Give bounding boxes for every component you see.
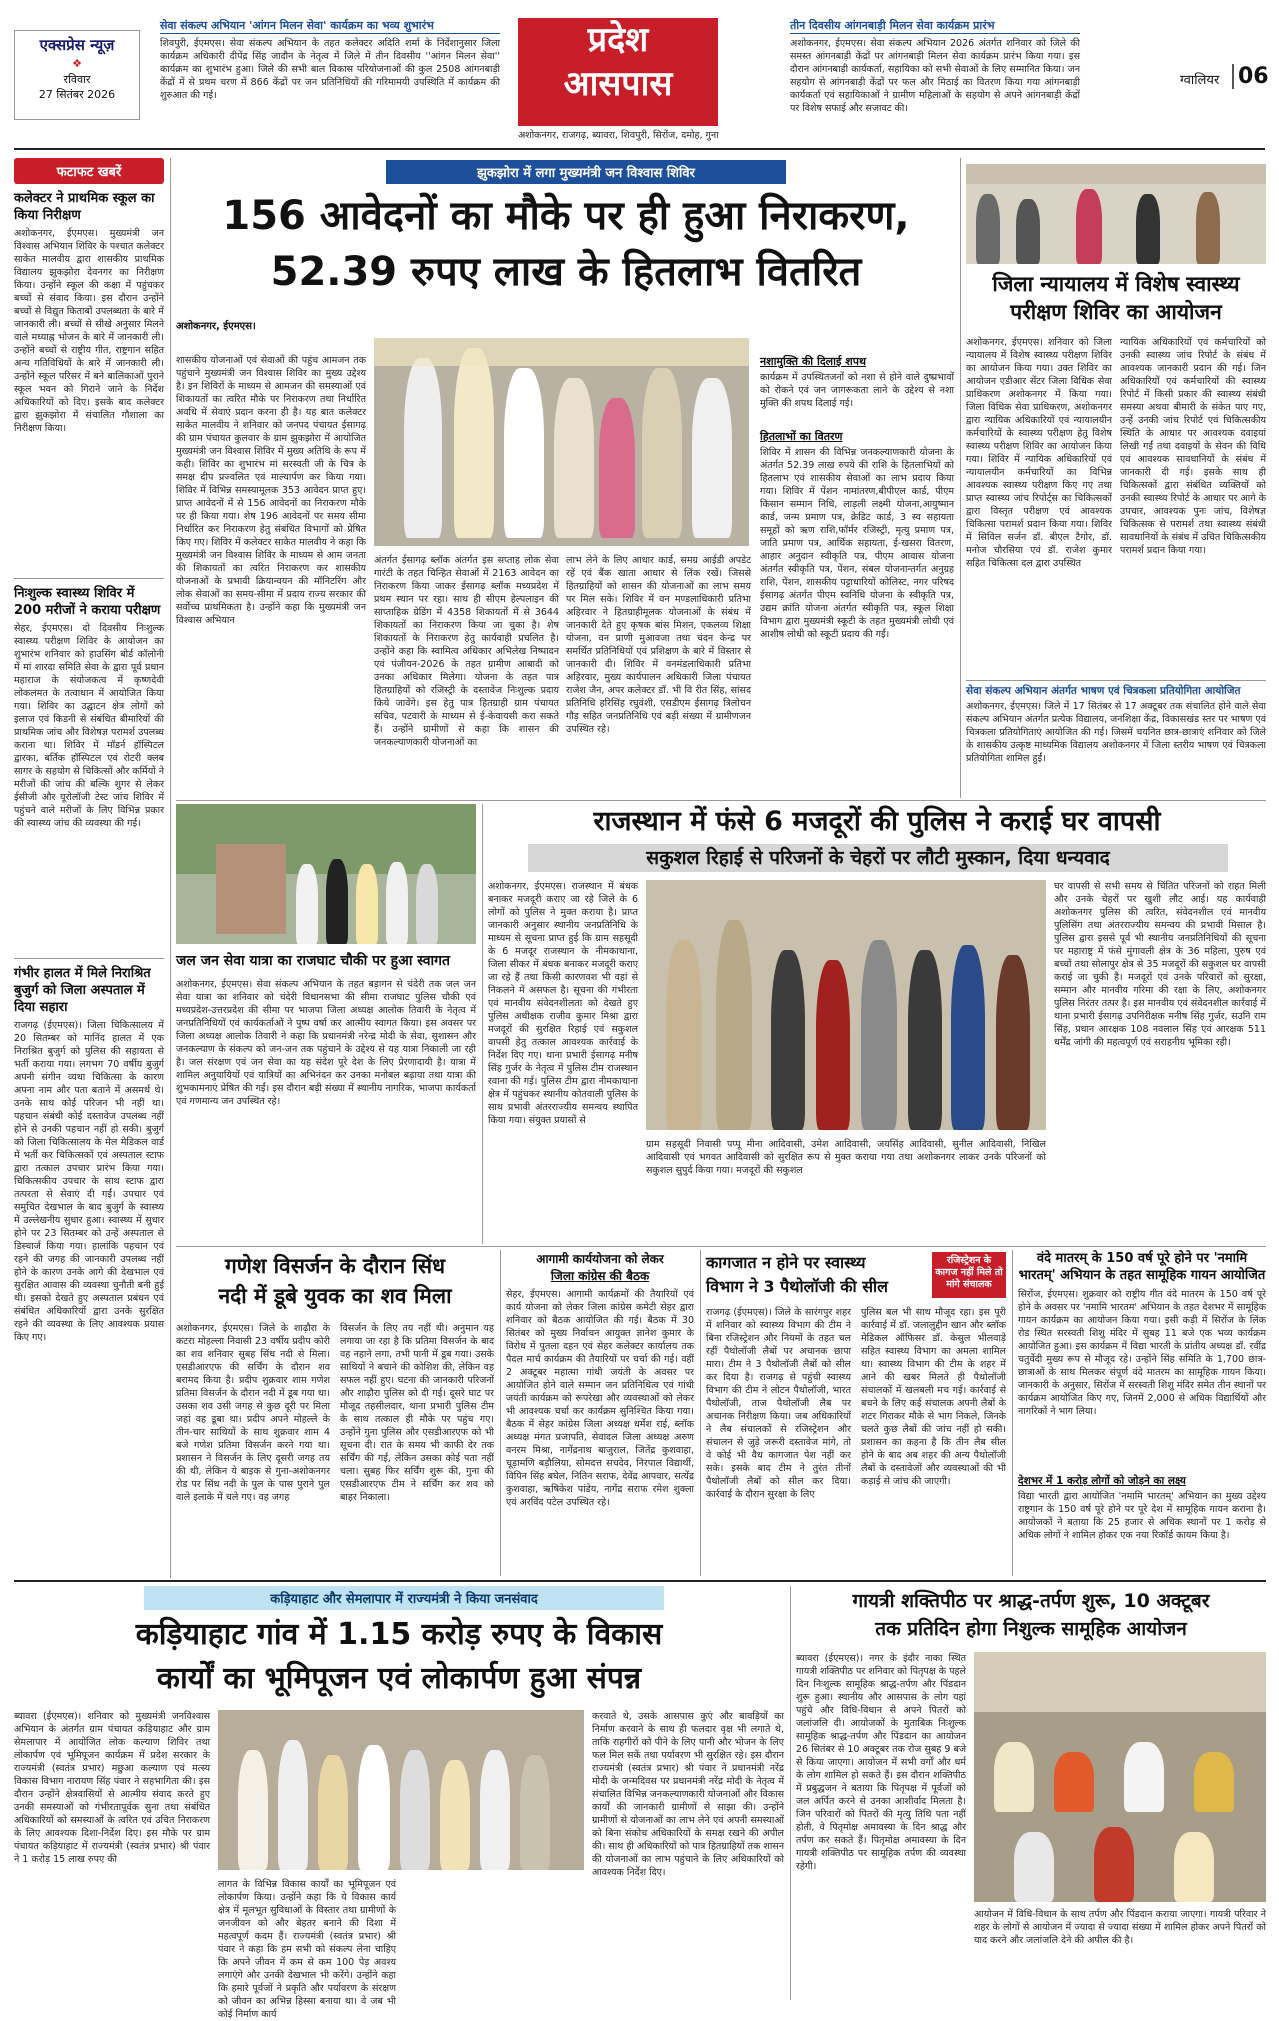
- gayatri-col1: ब्यावरा (ईएमएस)। नगर के इंदौर नाका स्थित गायत्री शक्तिपीठ पर शनिवार को पितृपक्ष के पहले दिन निःशुल्क सामूहिक श्राद्ध-तर्पण और पिंडदान शुरू हुआ। स्थानीय और आसपास के लोग यहां पहुंचे और विधि-विधान से अपने पितरों को जलांजलि दी। आयोजकों के मुताबिक निःशुल्क सामूहिक श्राद्ध-तर्पण और पिंडदान का आयोजन 26 सितंबर से 10 अक्टूबर तक रोज सुबह 9 बजे से किया जाएगा। आयोजन में सभी वर्गों और धर्म के लोग शामिल हो सकते हैं। इस दौरान शक्तिपीठ में प्रबुद्धजन ने बताया कि पितृपक्ष में पूर्वजों को जल अर्पित करने से उनका आशीर्वाद मिलता है। जिन परिवारों को पितरों की मृत्यु तिथि पता नहीं होती, वे पितृमोक्ष अमावस्या के दिन श्राद्ध और तर्पण कर सकते हैं। पितृमोक्ष अमावस्या के दिन गायत्री शक्तिपीठ पर सामूहिक तर्पण की व्यवस्था रहेगी।: [796, 1653, 966, 1872]
- ganesh-story: [176, 1250, 494, 1576]
- rajasthan-story: [488, 804, 1266, 1244]
- health-camp-col2: न्यायिक अधिकारियों एवं कर्मचारियों को उनकी स्वास्थ्य जांच रिपोर्ट के संबंध में आवश्यक जानकारी प्रदान की गई। जिन अधिकारियों एवं कर्मचारियों की स्वास्थ्य रिपोर्ट में किसी प्रकार की स्वास्थ्य संबंधी समस्या अथवा बीमारी के संकेत पाए गए, उन्हें उनकी जांच रिपोर्ट एवं चिकित्सकीय स्थिति के आधार पर आवश्यक दवाइयां लिखी गईं तथा दवाइयों के सेवन की विधि एवं आवश्यक सावधानियों के संबंध में जानकारी दी गई। इसके साथ ही चिकित्सकों द्वारा संबंधित व्यक्तियों को उनकी स्वास्थ्य रिपोर्ट के आधार पर आगे के उपचार, आवश्यक पुनः जांच, विशेषज्ञ चिकित्सक से परामर्श तथा स्वास्थ्य संबंधी सावधानियों के संबंध में उचित चिकित्सकीय परामर्श प्रदान किया गया।: [1120, 337, 1266, 556]
- kadiyahat-headline-line1: कड़ियाहाट गांव में 1.15 करोड़ रुपए के विकास: [135, 1617, 663, 1652]
- fatafat-divider1: [14, 578, 164, 579]
- welcome-story: [176, 804, 476, 1244]
- fatafat-column: [14, 158, 164, 1578]
- fatafat-label: फटाफट खबरें: [14, 158, 164, 184]
- rajasthan-photo: [646, 880, 1046, 1130]
- essay-contest-text: अशोकनगर, ईएमएस। जिले में 17 सितंबर से 17 अक्टूबर तक संचालित होने वाले सेवा संकल्प अभियान अंतर्गत प्रत्येक विद्यालय, जनशिक्षा केंद्र, विकासखंड स्तर पर भाषण एवं चित्रकला प्रतियोगिताएं आयोजित की गई। जिसमें चयनित छात्र-छात्राएं शनिवार को जिले के शासकीय उत्कृष्ट माध्यमिक विद्यालय अशोकनगर में जिला स्तरीय भाषण एवं चित्रकला प्रतियोगिता शामिल हुईं।: [966, 701, 1266, 764]
- top-right-story: [790, 18, 1080, 128]
- lower-horizontal-rule: [176, 1246, 1266, 1247]
- mid-horizontal-rule: [176, 800, 1266, 801]
- lead-col2: अंतर्गत ईसागढ़ ब्लॉक अंतर्गत इस सप्ताह लोक सेवा गारंटी के तहत चिन्हित सेवाओं में 2163 आवेदन का निराकरण किया जाकर ईसागढ़ ब्लॉक मध्यप्रदेश में प्रथम स्थान पर रहा। साथ ही सीएम हेल्पलाइन की साप्ताहिक ग्रेडिंग में 4358 शिकायतों में से 3644 शिकायतों का निराकरण किया जा चुका है। शेष शिकायतों के निराकरण हेतु कार्यवाही प्रचलित है। उन्होंने कहा कि स्वामित्व अधिकार अभिलेख निष्पादन एवं पंजीयन-2026 के तहत ग्रामीण आबादी को उनका अधिकार मिलेगा। योजना के तहत पात्र हितग्राहियों को रजिस्ट्री के दस्तावेज निःशुल्क प्रदाय किये जावेंगे। इस हेतु पात्र हितग्राही ग्राम पंचायत सचिव, पटवारी के माध्यम से ई-केवायसी करा सकते हैं। उन्होंने ग्रामीणों से कहा कि शासन की जनकल्याणकारी योजनाओं का: [374, 555, 559, 748]
- bottom-horizontal-rule: [14, 1580, 1266, 1582]
- health-camp-story: [966, 158, 1266, 798]
- top-left-title: सेवा संकल्प अभियान 'आंगन मिलन सेवा' कार्यक्रम का भव्य शुभारंभ: [160, 18, 500, 34]
- congress-right-rule: [700, 1250, 701, 1576]
- health-camp-divider: [966, 680, 1266, 681]
- fatafat-divider2: [14, 958, 164, 959]
- health-camp-title-line1: जिला न्यायालय में विशेष स्वास्थ्य: [992, 272, 1240, 296]
- fatafat-story1-title: कलेक्टर ने प्राथमिक स्कूल का किया निरीक्षण: [14, 191, 155, 223]
- ornament-icon: ❖: [72, 57, 82, 70]
- lead-sub1-title: नशामुक्ति की दिलाई शपथ: [760, 355, 866, 368]
- lead-col1: शासकीय योजनाओं एवं सेवाओं की पहुंच आमजन तक पहुंचाने मुख्यमंत्री जन विश्वास शिविर का मुख्य उद्देश्य है। इन शिविरों के माध्यम से आमजन की समस्याओं एवं शिकायतों का त्वरित मौके पर निराकरण तथा निर्धारित अवधि में सेवाएं प्रदान करना ही है। यह बात कलेक्टर साकेत मालवीय ने शनिवार को जनपद पंचायत ईसागढ़ की ग्राम पंचायत कुलवार के ग्राम झुकझोरा में आयोजित मुख्यमंत्री जन विश्वास शिविर में मुख्य अतिथि के रूप में कही। शिविर का शुभारंभ मां सरस्वती जी के चित्र के समक्ष दीप प्रज्वलित एवं माल्यार्पण कर किया गया। शिविर में विभिन्न समस्यामूलक 353 आवेदन प्राप्त हुए। प्राप्त आवेदनों में से 156 आवेदनों का निराकरण मौके पर ही किया गया। शेष 196 आवेदनों पर समय सीमा निर्धारित कर निराकरण हेतु संबंधित विभागों को प्रेषित किए गए। शिविर में कलेक्टर साकेत मालवीय ने कहा कि मुख्यमंत्री जन विश्वास शिविर के माध्यम से आम जनता की शिकायतों का त्वरित निराकरण कर शासकीय योजनाओं के प्रभावी क्रियान्वयन की मॉनिटरिंग और लोक सेवाओं का समय-सीमा में प्रदाय राज्य सरकार की सर्वोच्च प्राथमिकता है। उन्होंने कहा कि मुख्यमंत्री जन विश्वास अभियान: [176, 355, 366, 626]
- kadiyahat-col3: करवाते थे, उसके आसपास कुएं और बावड़ियों का निर्माण करवाने के साथ ही फलदार वृक्ष भी लगाते थे, ताकि राहगीरों को पीने के लिए पानी और भोजन के लिए फल मिल सकें तथा पर्यावरण भी सुरक्षित रहे। इस दौरान राज्यमंत्री (स्वतंत्र प्रभार) श्री पंवार ने प्रधानमंत्री नरेंद्र मोदी के जन्मदिवस पर प्रधानमंत्री नरेंद्र मोदी के नेतृत्व में संचालित विभिन्न जनकल्याणकारी योजनाओं और विकास कार्यों की जानकारी ग्रामीणों से साझा की। उन्होंने ग्रामीणों से योजनाओं का लाभ लेने एवं अपनी समस्याओं को बिना संकोच अधिकारियों के समक्ष रखने की अपील की। साथ ही अधिकारियों को पात्र हितग्राहियों तक शासन की योजनाओं का लाभ पहुंचाने के लिए अधिकारियों को आवश्यक निर्देश दिए।: [592, 1711, 785, 1878]
- gayatri-photo: [974, 1652, 1266, 1902]
- section-subtitle: अशोकनगर, राजगढ़, ब्यावरा, शिवपुरी, सिरोंज, दमोह, गुना: [518, 130, 719, 141]
- ganesh-right-rule: [500, 1250, 501, 1576]
- fatafat-story2-text: सेहर, ईएमएस। दो दिवसीय निःशुल्क स्वास्थ्य परीक्षण शिविर के आयोजन का शुभारंभ शनिवार को हाउसिंग बोर्ड कॉलोनी में मां शारदा समिति सेवा के द्वारा पूर्व प्रधान महाराज के संयोजकत्व में कृष्णदेवी लोकलमत के तत्वाधान में आयोजित किया गया। शिविर का उद्घाटन क्षेत्र लोगों को इलाज एवं किडनी से संबंधित बीमारियों की प्राथमिक जांच और विशेषज्ञ परामर्श उपलब्ध कराना था। शिविर में मॉडर्न हॉस्पिटल द्वारका, बर्तिक हॉस्पिटल एवं रोटरी क्लब सागर के सहयोग से चिकित्सों और कर्मियों ने मरीजों की जांच की बल्कि शुगर से लेकर ईसीजी और यूरोलॉजी टेस्ट जांच शिविर में पहुंचने वाले मरीजों के लिए विभिन्न प्रकार की स्वास्थ्य जांच की व्यवस्था की गई।: [14, 623, 164, 829]
- pathology-box: रजिस्ट्रेशन के कागज नहीं मिले तो मांगे संचालक: [932, 1252, 1006, 1298]
- ganesh-col1: अशोकनगर, ईएमएस। जिले के शाढ़ौरा के कटरा मोहल्ला निवासी 23 वर्षीय प्रदीप कोरी का शव शनिवार सुबह सिंध नदी से मिला। एसडीआरएफ की सर्चिंग के दौरान शव बरामद किया है। प्रदीप शुक्रवार शाम गणेश प्रतिमा विसर्जन के दौरान नदी में डूब गया था। उसका शव उसी जगह से कुछ दूरी पर मिला जहां वह डूबा था। प्रदीप अपने मोहल्ले के तीन-चार साथियों के साथ शुक्रवार शाम 4 बजे गणेश प्रतिमा विसर्जन करने गया था। प्रशासन ने विसर्जन के लिए दूसरी जगह तय की थी, लेकिन ये बाइक से गुना-अशोकनगर रोड पर सिंध नदी के पुल के पास पुराने पुल वाले इलाके में चले गए। वह जगह: [176, 1323, 330, 1503]
- paper-name-box: [14, 30, 140, 120]
- masthead-divider: [14, 148, 1265, 150]
- rajasthan-col2: घर वापसी से सभी समय से चिंतित परिजनों को राहत मिली और उनके चेहरों पर खुशी लौट आई। यह कार्यवाही अशोकनगर पुलिस की त्वरित, संवेदनशील एवं मानवीय पुलिसिंग तथा अंतरराज्यीय समन्वय की प्रभावी मिसाल है। पुलिस द्वारा इससे पूर्व भी स्थानीय जनप्रतिनिधियों की सूचना पर महाराष्ट्र में फंसे मुंगावली क्षेत्र के 36 महिला, पुरुष एवं बच्चों तथा सोलापुर क्षेत्र से 35 मजदूरों की सकुशल घर वापसी कराई जा चुकी है। मजदूरों एवं उनके परिवारों को सुरक्षा, सम्मान और मानवीय गरिमा की रक्षा के लिए, अशोकनगर पुलिस निरंतर तत्पर है। इस मानवीय एवं संवेदनशील कार्रवाई में थाना प्रभारी ईसागढ़ उपनिरीक्षक मनीष सिंह गुर्जर, सउनि राम सिंह, प्रधान आरक्षक 108 नवलाल सिंह एवं आरक्षक 511 धर्मेंद्र जांगी की महत्वपूर्ण एवं सराहनीय भूमिका रही।: [1054, 881, 1266, 1048]
- pathology-title-line1: कागजात न होने पर स्वास्थ्य: [706, 1253, 866, 1272]
- lead-sub1-text: कार्यक्रम में उपस्थितजनों को नशा से होने वाले दुष्प्रभावों को रोकने एवं जन जागरूकता लाने के उद्देश्य से नशा मुक्ति की शपथ दिलाई गई।: [760, 372, 954, 409]
- lead-sub2-title: हितलाभों का वितरण: [760, 430, 843, 443]
- lead-dateline: अशोकनगर, ईएमएस।: [176, 321, 256, 332]
- top-left-story: [160, 18, 500, 128]
- fatafat-story2-title: निःशुल्क स्वास्थ्य शिविर में 200 मरीजों ने कराया परीक्षण: [14, 586, 161, 618]
- kadiyahat-col1: ब्यावरा (ईएमएस)। शनिवार को मुख्यमंत्री जनविश्वास अभियान के अंतर्गत ग्राम पंचायत कड़ियाहाट और ग्राम सेमलापार में आयोजित लोक कल्याण शिविर तथा लोकार्पण एवं भूमिपूजन कार्यक्रम में प्रदेश सरकार के राज्यमंत्री (स्वतंत्र प्रभार) मछुआ कल्याण एवं मत्स्य विकास विभाग नारायण सिंह पंवार ने सहभागिता की। इस दौरान उन्होंने क्षेत्रवासियों से आत्मीय संवाद करते हुए उनकी समस्याओं को गंभीरतापूर्वक सुना तथा संबंधित अधिकारियों को समस्याओं के त्वरित एवं उचित निराकरण के लिए आवश्यक दिशा-निर्देश दिए। इस मौके पर ग्राम पंचायत कड़ियाहाट में राज्यमंत्री (स्वतंत्र प्रभार) श्री पंवार ने 1 करोड़ 15 लाख रुपए की: [14, 1711, 210, 1865]
- lead-sidebar: [760, 354, 954, 786]
- welcome-caption: जल जन सेवा यात्रा का राजघाट चौकी पर हुआ स्वागत: [176, 953, 450, 969]
- lead-headline-line1: 156 आवेदनों का मौके पर ही हुआ निराकरण,: [222, 193, 910, 239]
- fatafat-story1-text: अशोकनगर, ईएमएस। मुख्यमंत्री जन विश्वास अभियान शिविर के पश्चात कलेक्टर साकेत मालवीय द्वारा शासकीय प्राथमिक विद्यालय झुकझोरा देवनगर का निरीक्षण किया। उन्होंने स्कूल की कक्षा में पहुंचकर बच्चों से संवाद किया। इस दौरान उन्होंने बच्चों से विद्युत किताबों उपलब्धता के बारे में जानकारी ली। बच्चों से सीखे अनुसार मिलने वाले मध्याह्न भोजन के बारे में जानकारी ली। उन्होंने बच्चों से राष्ट्रीय गीत, राष्ट्रगान सहित अन्य गतिविधियों के बारे में जानकारी ली। उन्होंने स्कूल परिसर में बने बालिकाओं पुराने स्कूल भवन को गिराने जाने के निर्देश अधिकारियों को दिए। इसके बाद कलेक्टर द्वारा झुकझोरा में संचालित गौशाला का निरीक्षण किया।: [14, 228, 164, 434]
- essay-contest-title: सेवा संकल्प अभियान अंतर्गत भाषण एवं चित्रकला प्रतियोगिता आयोजित: [966, 685, 1241, 697]
- lead-col3: लाभ लेने के लिए आधार कार्ड, समग्र आईडी अपडेट रहें एवं बैंक खाता आधार से लिंक रखें। जिससे हितग्राहियों को शासन की योजनाओं का लाभ समय पर मिल सके। शिविर में वन मण्डलाधिकारी प्रतिभा अहिरवार ने हितग्राहीमूलक योजनाओं के संबंध में जानकारी देते हुए कृषक बांस मिशन, एकलव्य शिक्षा योजना, वन प्राणी मुआवजा तथा चंदन केन्द्र पर समर्थित प्रतिनिधियों एवं प्रशिक्षण के बारे में विस्तार से जानकारी दी। शिविर में वनमंडलाधिकारी प्रतिभा अहिरवार, मुख्य कार्यपालन अधिकारी जिला पंचायत राजेश जैन, अपर कलेक्टर डॉ. भी वि रीत सिंह, सांसद प्रतिनिधि हरिसिंह रघुवंशी, एसडीएम ईसागढ़ त्रिलोचन गौड़ सहित जनप्रतिनिधि एवं बड़ी संख्या में ग्रामीणजन उपस्थित रहे।: [566, 555, 751, 735]
- kadiyahat-kicker: कड़ियाहाट और सेमलापार में राज्यमंत्री ने किया जनसंवाद: [144, 1586, 664, 1610]
- health-camp-col1: अशोकनगर, ईएमएस। शनिवार को जिला न्यायालय में विशेष स्वास्थ्य परीक्षण शिविर का आयोजन किया गया। उक्त शिविर का आयोजन एडीआर सेंटर जिला विधिक सेवा प्राधिकरण अशोकनगर में किया गया। जिला विधिक सेवा प्राधिकरण, अशोकनगर द्वारा न्यायिक अधिकारियों एवं न्यायालयीन कर्मचारियों के स्वास्थ्य परीक्षण हेतु विशेष स्वास्थ्य परीक्षण शिविर का आयोजन किया गया। शिविर में न्यायिक अधिकारियों एवं न्यायालयीन कर्मचारियों का विभिन्न आवश्यक स्वास्थ्य परीक्षण किए गए तथा प्राप्त स्वास्थ्य जांच रिपोर्ट्स का चिकित्सकों द्वारा विस्तृत परीक्षण एवं आवश्यक चिकित्सा परामर्श प्रदान किया गया। शिविर में सिविल सर्जन डॉ. बीएल टैगोर, डॉ. मनोज चौरसिया एवं डॉ. राजेश कुमार सहित चिकित्सा दल द्वारा उपस्थित: [966, 337, 1112, 569]
- ganesh-title-line2: नदी में डूबे युवक का शव मिला: [218, 1284, 452, 1308]
- lead-sub2-text: शिविर में शासन की विभिन्न जनकल्याणकारी योजना के अंतर्गत 52.39 लाख रुपये की राशि के हितलाभियों को हितलाभ एवं शासकीय सेवाओं का लाभ प्रदाय किया गया। शिविर में पेंशन नामांतरण,बीपीएल कार्ड, पीएम किसान सम्मान निधि, लाड़ली लक्ष्मी योजना,आयुष्मान कार्ड, जन्म प्रमाण पत्र, क्रेडिट कार्ड, 3 स्व सहायता समूहों को ऋण राशि,फॉर्मर रजिस्ट्री, मृत्यु प्रमाण पत्र, जाति प्रमाण पत्र, आर्थिक सहायता, ई-खसरा वितरण, आहार अनुदान स्वीकृति पत्र, पीएम आवास योजना अंतर्गत स्वीकृति पत्र, पेंशन, संबल योजनान्तर्गत अनुग्रह राशि, पेंशन, शासकीय पट्टाधारियों कोलिस्ट, नगर परिषद ईसागढ़ अंतर्गत पीएम स्वनिधि योजना के स्वीकृति पत्र, उद्यम क्रांति योजना अंतर्गत स्वीकृति पत्र, स्कूल शिक्षा विभाग द्वारा मुख्यमंत्री स्कूटी के तहत मुख्यमंत्री लोधी एवं आशीष लोधी को स्कूटी प्रदाय की गईं।: [760, 447, 954, 640]
- day-label: रविवार: [63, 73, 91, 86]
- congress-title-line1: आगामी कार्ययोजना को लेकर: [536, 1252, 664, 1266]
- top-right-text: अशोकनगर, ईएमएस। सेवा संकल्प अभियान 2026 अंतर्गत शनिवार को जिले की समस्त आंगनबाड़ी केंद्रों पर आंगनबाड़ी मिलन सेवा कार्यक्रम प्रारंभ किया गया। इस दौरान आंगनबाड़ी कार्यकर्ता, सहायिका को सभी सेवाओं के लिए सम्मानित किया। जन सहयोग से आंगनबाड़ी केंद्रों पर फल और मिठाई का वितरण किया गया आंगनबाड़ी कार्यकर्ता एवं सहायिकाओं ने ग्रामीण महिलाओं के सहयोग से अपने आंगनबाड़ी केंद्रों पर विशेष सफाई और सजावट की।: [790, 38, 1080, 114]
- welcome-right-rule: [482, 804, 483, 1244]
- congress-story: [506, 1250, 694, 1576]
- congress-text: सेहर, ईएमएस। आगामी कार्यक्रमों की तैयारियों एवं कार्य योजना को लेकर जिला कांग्रेस कमेटी सेहर द्वारा शनिवार को बैठक आयोजित की गई। बैठक में 30 सितंबर को मुख्य निर्वाचन आयुक्त ज्ञानेश कुमार के विरोध में पुतला दहन एवं सेहर कलेक्टर कार्यालय तक पैदल मार्च कार्यक्रम की तैयारियों पर चर्चा की गई। वहीं 2 अक्टूबर महात्मा गांधी जयंती के अवसर पर आयोजित होने वाले सम्मान जन प्रतिनिधित्व एवं गांधी जयंती कार्यक्रम को रूपरेखा और व्यवस्थाओं को लेकर भी आवश्यक चर्चा कर कार्यक्रम सुनिश्चित किया गया। बैठक में सेहर कांग्रेस जिला अध्यक्ष धर्मेश राई, ब्लॉक अध्यक्ष मंगत प्रजापति, सेवादल जिला अध्यक्ष अरुण वनरम मिश्रा, नागेंद्रनाथ बाजुराल, जितेंद्र कुशवाहा, चूड़ामणि बड़ौलिया, सोमदत्त सचदेव, निरपाल विद्यार्थी, विपिन सिंह बघेल, नितिन सराफ, देवेंद्र आपवार, सत्येंद्र कुशवाहा, ऋषिकेश पांडेय, नागेंद्र सराफ रमेश शुक्ला एवं अरविंद पटेल उपस्थित रहे।: [506, 1289, 694, 1508]
- fatafat-story3-title: गंभीर हालत में मिले निराश्रित बुजुर्ग को जिला अस्पताल में दिया सहारा: [14, 966, 151, 1015]
- vande-text: सिरोंज, ईएमएस। शुक्रवार को राष्ट्रीय गीत वंदे मातरम के 150 वर्ष पूरे होने के अवसर पर 'नमामि भारतम' अभियान के तहत देशभर में सामूहिक गायन कार्यक्रम का आयोजन किया गया। इसी कड़ी में सिरोंज के लिंक रोड स्थित सरस्वती शिशु मंदिर में सुबह 11 बजे एक भव्य कार्यक्रम आयोजित हुआ। इस कार्यक्रम में विद्या भारती के प्रांतीय अध्यक्ष डॉ. रवींद्र चतुर्वेदी मुख्य रूप से मौजूद रहे। उन्होंने सिंह समिति के 1,700 छात्र-छात्राओं के साथ मिलकर संपूर्ण वंदे मातरम का सामूहिक गायन किया। जानकारी के अनुसार, सिरोंज में सरस्वती शिशु मंदिर समेत तीन स्थानों पर कार्यक्रम आयोजित किए गए, जिनमें 2,000 से अधिक विद्यार्थियों और नागरिकों ने भाग लिया।: [1018, 1289, 1266, 1417]
- top-left-text: शिवपुरी, ईएमएस। सेवा संकल्प अभियान के तहत कलेक्टर अदिति शर्मा के निर्देशानुसार जिला कार्यक्रम अधिकारी दीपेंद्र सिंह जादौन के नेतृत्व में जिले में तीन दिवसीय ''आंगन मिलन सेवा'' कार्यक्रम का शुभारंभ हुआ। जिले की सभी बाल विकास परियोजनाओं की कुल 2508 आंगनबाड़ी केंद्रों में से प्रथम चरण में 866 केंद्रों पर जन प्रतिनिधियों की गरिमामयी उपस्थिति में कार्यक्रम की शुरुआत की गई।: [160, 38, 500, 101]
- kadiyahat-headline-line2: कार्यों का भूमिपूजन एवं लोकार्पण हुआ संपन्न: [156, 1661, 642, 1696]
- kadiyahat-right-rule: [790, 1586, 791, 2000]
- top-right-title: तीन दिवसीय आंगनबाड़ी मिलन सेवा कार्यक्रम प्रारंभ: [790, 18, 1080, 34]
- pathology-right-rule: [1012, 1250, 1013, 1576]
- page-number: 06: [1232, 64, 1269, 89]
- pathology-title-line2: विभाग ने 3 पैथोलॉजी की सील: [706, 1277, 889, 1296]
- kadiyahat-story: [14, 1586, 785, 2020]
- pathology-story: [706, 1250, 1006, 1576]
- date-label: 27 सितंबर 2026: [38, 88, 116, 101]
- lead-story: [176, 158, 956, 798]
- health-camp-title-line2: परीक्षण शिविर का आयोजन: [1010, 300, 1222, 324]
- vande-sub-text: विद्या भारती द्वारा आयोजित 'नमामि भारतम्' अभियान का मुख्य उद्देश्य राष्ट्रगान के 150 वर्ष पूरे होने पर पूरे देश में सामूहिक गायन कराना है। आयोजकों ने बताया कि 25 हजार से अधिक स्थानों पर 1 करोड़ से अधिक लोगों ने शामिल होकर एक नया रिकॉर्ड कायम किया है।: [1018, 1491, 1266, 1541]
- kadiyahat-col2b: [404, 1878, 584, 1996]
- pathology-col2: पुलिस बल भी साथ मौजूद रहा। इस पूरी कार्रवाई में डॉ. जलालुद्दीन खान और ब्लॉक मेडिकल ऑफिसर डॉ. केसुल भीलवाड़े सहित स्वास्थ्य विभाग का अमला शामिल था। स्वास्थ्य विभाग की टीम के शहर में आने की खबर मिलते ही पैथोलॉजी संचालकों में खलबली मच गई। कार्रवाई से बचने के लिए कई संचालक अपनी लैबों के शटर गिराकर मौके से भाग निकले, जिनके चलते कुछ लैबों की जांच नहीं हो सकी। प्रशासन का कहना है कि तीन लैब सील होने के बाद अब शहर की अन्य पैथोलॉजी लैबों के दस्तावेजों और व्यवस्थाओं की भी कड़ाई से जांच की जाएगी।: [861, 1307, 1006, 1487]
- lead-right-rule: [960, 158, 961, 798]
- gayatri-title-line2: तक प्रतिदिन होगा निशुल्क सामूहिक आयोजन: [875, 1618, 1187, 1640]
- gayatri-caption-text: आयोजन में विधि-विधान के साथ तर्पण और पिंडदान कराया जाएगा। गायत्री परिवार ने शहर के लोगों से आयोजन में ज्यादा से ज्यादा संख्या में शामिल होकर अपने पितरों को याद करने और जलांजलि देने की अपील की है।: [974, 1909, 1266, 1946]
- lead-kicker: झुकझोरा में लगा मुख्यमंत्री जन विश्वास शिविर: [386, 160, 786, 184]
- section-title-block: [518, 18, 718, 126]
- congress-title-line2: जिला कांग्रेस की बैठक: [550, 1269, 650, 1283]
- vande-title: वंदे मातरम् के 150 वर्ष पूरे होने पर 'नमामि भारतम्' अभियान के तहत सामूहिक गायन आयोजित: [1018, 1251, 1266, 1283]
- welcome-text: अशोकनगर, ईएमएस। सेवा संकल्प अभियान के तहत बड़ागन से चंदेरी तक जल जन सेवा यात्रा का शनिवार को चंदेरी विधानसभा की सीमा राजघाट पुलिस चौकी एवं मध्यप्रदेश-उत्तरप्रदेश की सीमा पर भाजपा जिला अध्यक्ष आलोक तिवारी के नेतृत्व में जनप्रतिनिधियों एवं कार्यकर्ताओं ने पुष्प वर्षा कर आत्मीय स्वागत किया। इस अवसर पर जिला अध्यक्ष आलोक तिवारी ने कहा कि प्रधानमंत्री नरेन्द्र मोदी के सेवा, सुशासन और जनकल्याण के संकल्प को जन-जन तक पहुंचाने के उद्देश्य से यह यात्रा निकाली जा रही है। जल संरक्षण एवं जन सेवा का यह संदेश पूरे देश के लिए प्रेरणादायी है। यात्रा में शामिल अनुयायियों एवं यात्रियों का अभिनंदन कर उनका मनोबल बढ़ाया तथा यात्रा की शुभकामनाएं प्रेषित की गईं। इस दौरान बड़ी संख्या में स्थानीय नागरिक, भाजपा कार्यकर्ता एवं गणमान्य जन उपस्थित रहे।: [176, 979, 476, 1107]
- rajasthan-subhead: सकुशल रिहाई से परिजनों के चेहरों पर लौटी मुस्कान, दिया धन्यवाद: [528, 844, 1228, 872]
- rajasthan-headline: राजस्थान में फंसे 6 मजदूरों की पुलिस ने कराई घर वापसी: [593, 806, 1161, 837]
- gayatri-title-line1: गायत्री शक्तिपीठ पर श्राद्ध-तर्पण शुरू, 10 अक्टूबर: [852, 1590, 1210, 1612]
- kadiyahat-photo: [218, 1710, 584, 1870]
- city-label: ग्वालियर: [1180, 73, 1220, 88]
- gayatri-story: [796, 1586, 1266, 2000]
- lead-headline-line2: 52.39 रुपए लाख के हितलाभ वितरित: [270, 249, 862, 295]
- health-camp-photo: [966, 164, 1266, 264]
- kadiyahat-col2: लागत के विभिन्न विकास कार्यों का भूमिपूजन एवं लोकार्पण किया। उन्होंने कहा कि ये विकास कार्य क्षेत्र में मूलभूत सुविधाओं के विस्तार तथा ग्रामीणों के जनजीवन को और बेहतर बनाने की दिशा में महत्वपूर्ण कदम हैं। राज्यमंत्री (स्वतंत्र प्रभार) श्री पंवार ने कहा कि हम सभी को संकल्प लेना चाहिए कि अपने जीवन में कम से कम 100 पेड़ अवश्य लगाएंगे और उनकी देखभाल भी करेंगे। उन्होंने कहा कि हमारे पूर्वजों ने प्रकृति और पर्यावरण के संरक्षण को जीवन का अभिन्न हिस्सा बनाया था। वे जब भी कोई निर्माण कार्य: [218, 1879, 396, 2020]
- masthead: [0, 0, 1279, 150]
- fatafat-story3-text: राजगढ़ (ईएमएस)। जिला चिकित्सालय में 20 सितम्बर को मानिंद हालत में एक निराश्रित बुजुर्ग को पुलिस की सहायता से भर्ती कराया गया। लगभग 70 वर्षीय बुजुर्ग अपनी संगीन व्यथा चिकित्सा के कारण अपना नाम और पता बताने में असमर्थ थे। उनके साथ कोई परिजन भी नहीं था। पहचान संबंधी कोई दस्तावेज उपलब्ध नहीं होने से उनकी पहचान नहीं हो सकी। बुजुर्ग को जिला चिकित्सालय के मेल मेडिकल वार्ड में भर्ती कर चिकित्सकों एवं अस्पताल स्टाफ द्वारा तत्काल उपचार प्रारंभ किया गया। चिकित्सकीय उपचार के साथ स्टाफ द्वारा तत्परता से सेवाएं दी गईं। उपचार एवं समुचित देखभाल के बाद बुजुर्ग के स्वास्थ्य में उल्लेखनीय सुधार हुआ। स्वास्थ्य में सुधार होने पर 23 सितम्बर को उन्हें अस्पताल से डिस्चार्ज किया गया। हालांकि पहचान एवं रहने की जगह की जानकारी उपलब्ध नहीं होने के कारण उनके आगे की देखभाल एवं सुरक्षित आवास की व्यवस्था चुनौती बनी हुई थी। इसको देखते हुए अस्पताल प्रबंधन एवं संबंधित अधिकारियों द्वारा उनके सुरक्षित रहने की व्यवस्था के लिए आवश्यक प्रयास किए गए।: [14, 1020, 164, 1343]
- paper-name: एक्सप्रेस न्यूज़: [39, 36, 115, 54]
- rajasthan-col1: अशोकनगर, ईएमएस। राजस्थान में बंधक बनाकर मजदूरी कराए जा रहे जिले के 6 लोगों को पुलिस ने मुक्त कराया है। प्राप्त जानकारी अनुसार स्थानीय जनप्रतिनिधि के माध्यम से सूचना प्राप्त हुई कि ग्राम सहसूदी के 6 मजदूर राजस्थान के नीमकाथाना, जिला सीकर में बंधक बनाकर मजदूरी कराए जा रहे हैं तथा किसी कारणवश भी वहां से निकलने में असफल है। सूचना की गंभीरता एवं मानवीय संवेदनशीलता को देखते हुए पुलिस अधीक्षक राजीव कुमार मिश्रा द्वारा मजदूरों की सुरक्षित रिहाई एवं सकुशल वापसी हेतु तत्काल आवश्यक कार्रवाई के निर्देश दिए गए। थाना प्रभारी ईसागढ़ मनीष सिंह गुर्जर के नेतृत्व में पुलिस टीम राजस्थान रवाना की गई। पुलिस टीम द्वारा नीमकाथाना क्षेत्र में पहुंचकर स्थानीय कोतवाली पुलिस के साथ प्रभावी अंतरराज्यीय समन्वय स्थापित किया गया। संयुक्त प्रयासों से: [488, 881, 638, 1126]
- vande-story: [1018, 1250, 1266, 1576]
- vande-sub-title: देशभर में 1 करोड़ लोगों को जोड़ने का लक्ष्य: [1018, 1475, 1186, 1487]
- welcome-photo: [176, 804, 476, 944]
- section-title-line1: प्रदेश: [587, 20, 649, 60]
- rajasthan-photo-caption: ग्राम सहसूदी निवासी पप्पू मीना आदिवासी, उमेश आदिवासी, जयसिंह आदिवासी, सुनील आदिवासी, निखिल आदिवासी एवं भगवत आदिवासी को सुरक्षित रूप से मुक्त कराया गया तथा अशोकनगर लाकर उनके परिजनों को सकुशल सुपुर्द किया गया। मजदूरों की सकुशल: [646, 1139, 1046, 1176]
- lead-photo: [374, 338, 749, 546]
- ganesh-col2: विसर्जन के लिए तय नहीं थी। अनुमान यह लगाया जा रहा है कि प्रतिमा विसर्जन के बाद वह नहाने लगा, तभी पानी में डूब गया। उसके साथियों ने बचाने की कोशिश की, लेकिन वह सफल नहीं हुए। घटना की जानकारी परिजनों और शाढ़ौरा पुलिस को दी गई। दूसरे घाट पर मौजूद तहसीलदार, थाना प्रभारी पुलिस टीम के साथ तत्काल ही मौके पर पहुंच गए। उन्होंने गुना पुलिस और एसडीआरएफ को भी सूचना दी। रात के समय भी काफी देर तक सर्चिंग की गई, लेकिन उसका कोई पता नहीं चला। सुबह फिर सर्चिंग शुरू की, गुना की एसडीआरएफ टीम ने सर्चिंग कर शव को बाहर निकाला।: [340, 1323, 494, 1503]
- left-column-rule: [170, 158, 171, 1578]
- ganesh-title-line1: गणेश विसर्जन के दौरान सिंध: [224, 1254, 446, 1278]
- pathology-col1: राजगढ़ (ईएमएस)। जिले के सारंगपुर शहर में शनिवार को स्वास्थ्य विभाग की टीम ने बिना रजिस्ट्रेशन और नियमों के तहत चल रहीं पैथोलॉजी लैबों पर अचानक छापा मारा। टीम ने 3 पैथोलॉजी लैबों को सील कर दिया है। राजगढ़ से पहुंची स्वास्थ्य विभाग की टीम ने लोटन पैथोलॉजी, भारत पैथोलॉजी, ताज पैथोलॉजी लैब पर अचानक निरीक्षण किया। जब अधिकारियों ने लैब संचालकों से रजिस्ट्रेशन और संचालन से जुड़े जरूरी दस्तावेज मांगे, तो वे कोई भी वैध कागजात पेश नहीं कर सके। इसके बाद टीम ने तुरंत तीनों पैथोलॉजी लैबों को सील कर दिया। कार्रवाई के दौरान सुरक्षा के लिए: [706, 1307, 851, 1500]
- section-title-line2: आसपास: [563, 64, 673, 104]
